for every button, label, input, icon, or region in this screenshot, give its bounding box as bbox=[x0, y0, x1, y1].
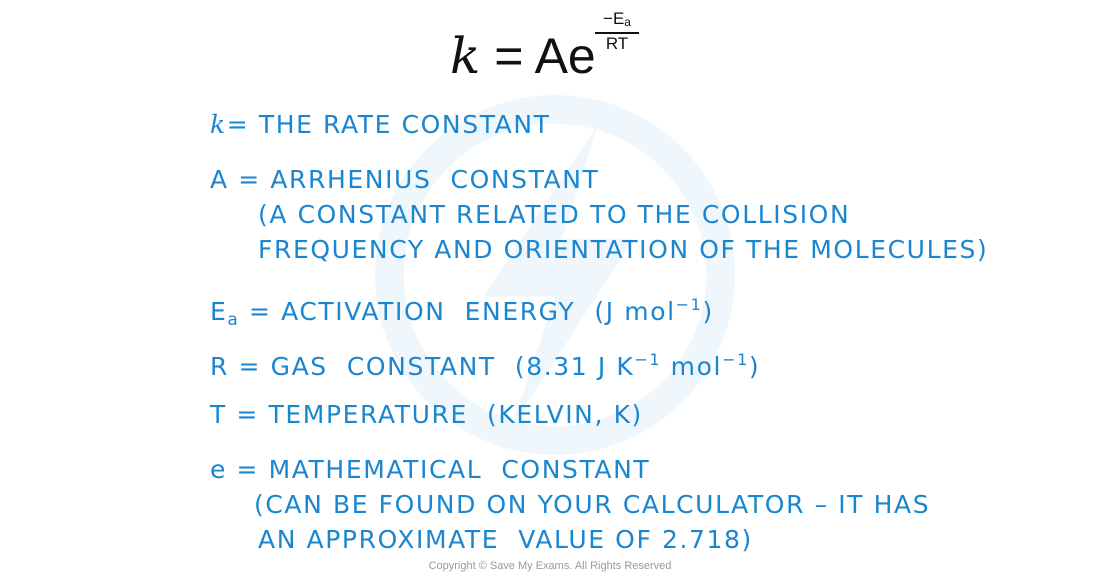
definition-k-symbol: k bbox=[210, 110, 227, 139]
definition-R-close: ) bbox=[748, 352, 761, 381]
copyright-notice: Copyright © Save My Exams. All Rights Reserved bbox=[428, 560, 672, 572]
definition-Ea bbox=[210, 290, 714, 335]
definition-T: T = TEMPERATURE (KELVIN, K) bbox=[210, 400, 643, 429]
definition-A: A = ARRHENIUS CONSTANT bbox=[210, 165, 600, 194]
equation-k: k bbox=[450, 27, 481, 85]
definition-A-note-2: FREQUENCY AND ORIENTATION OF THE MOLECULES) bbox=[258, 235, 989, 264]
exponent-numerator bbox=[595, 10, 639, 34]
exponent-E: E bbox=[612, 9, 625, 28]
definition-A-note-1: (A CONSTANT RELATED TO THE COLLISION bbox=[258, 200, 851, 229]
definition-R-superscript-2: −1 bbox=[722, 350, 749, 369]
definition-e: e = MATHEMATICAL CONSTANT bbox=[210, 455, 651, 484]
definition-e-note-1: (CAN BE FOUND ON YOUR CALCULATOR – IT HAS bbox=[254, 490, 931, 519]
equation-A: A bbox=[534, 28, 568, 84]
definition-Ea-text: = ACTIVATION ENERGY (J mol bbox=[239, 297, 676, 326]
equation-equals: = bbox=[494, 28, 524, 84]
definition-R-text: R = GAS CONSTANT (8.31 J K bbox=[210, 352, 635, 381]
definition-Ea-superscript: −1 bbox=[675, 295, 703, 314]
exponent-minus: − bbox=[603, 9, 613, 28]
exponent-a: a bbox=[624, 15, 631, 29]
definition-Ea-subscript: a bbox=[227, 310, 240, 330]
definition-Ea-E: E bbox=[210, 297, 228, 326]
definition-k-text: = THE RATE CONSTANT bbox=[226, 110, 551, 139]
exponent-denominator: RT bbox=[605, 34, 629, 53]
equation-exponent bbox=[595, 10, 639, 53]
definition-Ea-close: ) bbox=[702, 297, 714, 326]
definition-R-mol: mol bbox=[661, 352, 723, 381]
definition-k bbox=[210, 110, 551, 140]
equation-e: e bbox=[567, 28, 596, 84]
arrhenius-equation bbox=[450, 9, 631, 86]
definition-e-note-2: AN APPROXIMATE VALUE OF 2.718) bbox=[258, 525, 753, 554]
definition-R bbox=[210, 345, 760, 382]
definition-R-superscript-1: −1 bbox=[634, 350, 662, 369]
